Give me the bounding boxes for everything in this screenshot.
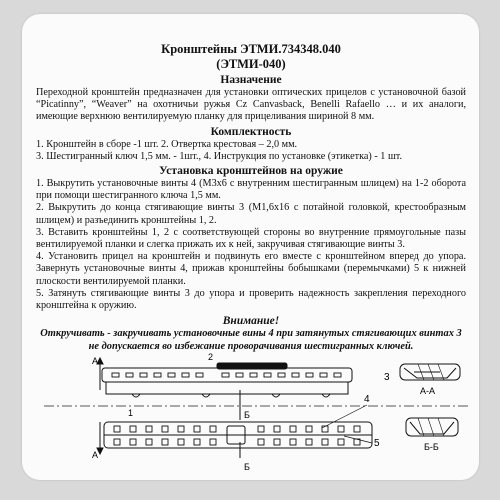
label-section-bb: Б-Б — [424, 442, 439, 452]
label-b-top: Б — [244, 410, 250, 420]
document-title: Кронштейны ЭТМИ.734348.040 — [161, 42, 341, 56]
document-subtitle: (ЭТМИ-040) — [216, 57, 286, 71]
section-aa-view — [400, 364, 460, 380]
bracket-bottom-view — [104, 422, 372, 448]
install-step-5: 5. Затянуть стягивающие винты 3 до упора и проверить надежность закрепления переходного кронштейна к оружию. — [36, 287, 466, 312]
label-part-4: 4 — [364, 394, 370, 405]
install-steps — [36, 178, 466, 312]
leader-line-5 — [344, 436, 372, 443]
warning-heading: Внимание! — [222, 315, 280, 328]
label-b-bottom: Б — [244, 462, 250, 472]
label-section-aa: А-А — [420, 386, 436, 396]
kit-line-1: 1. Кронштейн в сборе -1 шт. 2. Отвертка крестовая – 2,0 мм. — [36, 138, 298, 150]
label-part-5: 5 — [374, 438, 380, 449]
purpose-heading: Назначение — [220, 74, 282, 86]
label-a-bottom: А — [92, 450, 99, 460]
install-step-2: 2. Выкрутить до конца стягивающие винты 3 (М1,6х16 с потайной головкой, крестообразным шлицем) и разъединить кронштейны 1, 2. — [36, 202, 466, 226]
instruction-text — [36, 42, 466, 353]
leader-line-4 — [322, 405, 367, 428]
purpose-text: Переходной кронштейн предназначен для установки оптических прицелов с установочной базой “Picatinny”, “Weaver” на охотничьи ружья Cz Canvasback, Benelli Rafaello … и их аналоги, имеющие верхнюю вентилируемую планку для прицеливания шириной 8 мм. — [36, 87, 466, 123]
kit-line-2: 3. Шестигранный ключ 1,5 мм. - 1шт., 4. Инструкция по установке (этикетка) - 1 шт. — [36, 150, 403, 162]
label-part-1: 1 — [128, 408, 134, 418]
label-part-3: 3 — [384, 372, 390, 383]
label-a-top: А — [92, 356, 99, 366]
warning-text: Откручивать - закручивать установочные вины 4 при затянутых стягивающих винтах 3 не допускается во избежание проворачивания шестигранных ключей. — [40, 328, 462, 352]
install-heading: Установка кронштейнов на оружие — [159, 165, 343, 178]
technical-drawing — [22, 350, 479, 480]
install-step-4: 4. Установить прицел на кронштейн и подвинуть его вместе с кронштейном вперед до упора. Завернуть установочные винты 4, прижав кронштейны бобышками (перемычками) 5 к нижней плоскости вентилируемой планки. — [36, 251, 466, 287]
kit-heading: Комплектность — [210, 125, 292, 138]
instruction-card — [22, 14, 479, 480]
bracket-top-view — [102, 363, 352, 397]
label-part-2: 2 — [208, 352, 214, 362]
section-bb-view — [406, 418, 458, 436]
install-step-3: 3. Вставить кронштейны 1, 2 с соответствующей стороны во внутренние прямоугольные пазы вентилируемой планки и слегка прижать их к ней, закручивая стягивающие винты 3. — [36, 226, 466, 251]
install-step-1: 1. Выкрутить установочные винты 4 (М3х6 с внутренним шестигранным шлицем) на 1-2 оборота при помощи шестигранного ключа 1,5 мм. — [36, 178, 466, 202]
